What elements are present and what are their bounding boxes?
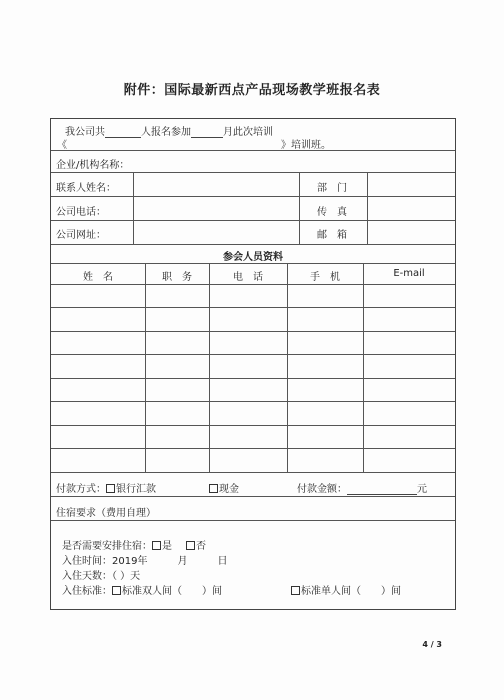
intro-text-a: 我公司共	[65, 127, 105, 138]
column-position-header: 职 务	[162, 272, 192, 283]
single-room-checkbox[interactable]	[291, 586, 300, 595]
registration-form	[50, 118, 456, 610]
mailbox-label: 邮 箱	[317, 230, 347, 241]
checkin-date-row	[62, 552, 227, 567]
divider	[363, 263, 364, 472]
form-title: 附件：国际最新西点产品现场教学班报名表	[123, 83, 381, 98]
company-phone-label: 公司电话：	[56, 207, 106, 218]
table-row-divider	[51, 378, 455, 379]
table-row-divider	[51, 331, 455, 332]
divider	[51, 150, 455, 151]
bank-transfer-checkbox[interactable]	[106, 484, 115, 493]
divider	[287, 263, 288, 472]
table-row-divider	[51, 307, 455, 308]
table-row-divider	[51, 448, 455, 449]
cash-checkbox[interactable]	[209, 484, 218, 493]
accommodation-need-row	[62, 537, 206, 552]
contact-name-label: 联系人姓名：	[56, 183, 116, 194]
column-phone-header: 电 话	[233, 272, 263, 283]
accommodation-yes-label: 是	[162, 541, 172, 552]
stay-days-row: 入住天数：（ ）天	[62, 571, 141, 582]
department-label: 部 门	[317, 183, 347, 194]
divider	[51, 284, 455, 285]
divider	[209, 263, 210, 472]
payment-amount-label: 付款金额：	[297, 484, 347, 495]
cash-label: 现金	[219, 484, 239, 495]
divider	[299, 172, 300, 244]
double-room-label: 标准双人间（ ）间	[122, 586, 222, 597]
single-room-option	[291, 582, 401, 597]
room-standard-label: 入住标准：	[62, 586, 112, 597]
divider	[133, 172, 134, 244]
room-standard-row	[62, 582, 222, 597]
payment-method-row	[56, 480, 156, 495]
column-mobile-header: 手 机	[310, 272, 340, 283]
accommodation-need-label: 是否需要安排住宿：	[62, 541, 152, 552]
company-name-label: 企业/机构名称：	[56, 160, 130, 171]
checkin-month-label: 月	[177, 556, 188, 567]
divider	[51, 496, 455, 497]
divider	[51, 520, 455, 521]
intro-text-e: 》培训班。	[281, 140, 331, 151]
intro-text-d: 《	[57, 140, 67, 151]
divider	[51, 172, 455, 173]
participants-section-title: 参会人员资料	[223, 252, 283, 263]
divider	[51, 263, 455, 264]
intro-text-b: 人报名参加	[141, 127, 191, 138]
page-number: 4 / 3	[422, 640, 442, 649]
checkin-date-label: 入住时间：2019年	[62, 556, 148, 567]
payment-amount-row	[297, 480, 427, 495]
column-name-header: 姓 名	[83, 272, 113, 283]
column-email-header: E-mail	[393, 268, 425, 279]
accommodation-yes-checkbox[interactable]	[152, 541, 161, 550]
currency-unit: 元	[417, 484, 427, 495]
cash-option	[209, 480, 239, 495]
divider	[51, 472, 455, 473]
double-room-checkbox[interactable]	[112, 586, 121, 595]
checkin-day-label: 日	[217, 556, 228, 567]
intro-line-2	[57, 136, 331, 151]
table-row-divider	[51, 401, 455, 402]
payment-method-label: 付款方式：	[56, 484, 106, 495]
table-row-divider	[51, 354, 455, 355]
table-row-divider	[51, 425, 455, 426]
payment-amount-field[interactable]	[347, 484, 417, 495]
accommodation-no-checkbox[interactable]	[186, 541, 195, 550]
accommodation-no-label: 否	[196, 541, 206, 552]
intro-text-c: 月此次培训	[223, 127, 273, 138]
divider	[51, 244, 455, 245]
accommodation-header: 住宿要求（费用自理）	[56, 508, 156, 519]
company-website-label: 公司网址：	[56, 230, 106, 241]
divider	[145, 263, 146, 472]
divider	[51, 220, 455, 221]
bank-transfer-label: 银行汇款	[116, 484, 156, 495]
fax-label: 传 真	[317, 207, 347, 218]
single-room-label: 标准单人间（ ）间	[301, 586, 401, 597]
divider	[51, 196, 455, 197]
divider	[367, 172, 368, 244]
